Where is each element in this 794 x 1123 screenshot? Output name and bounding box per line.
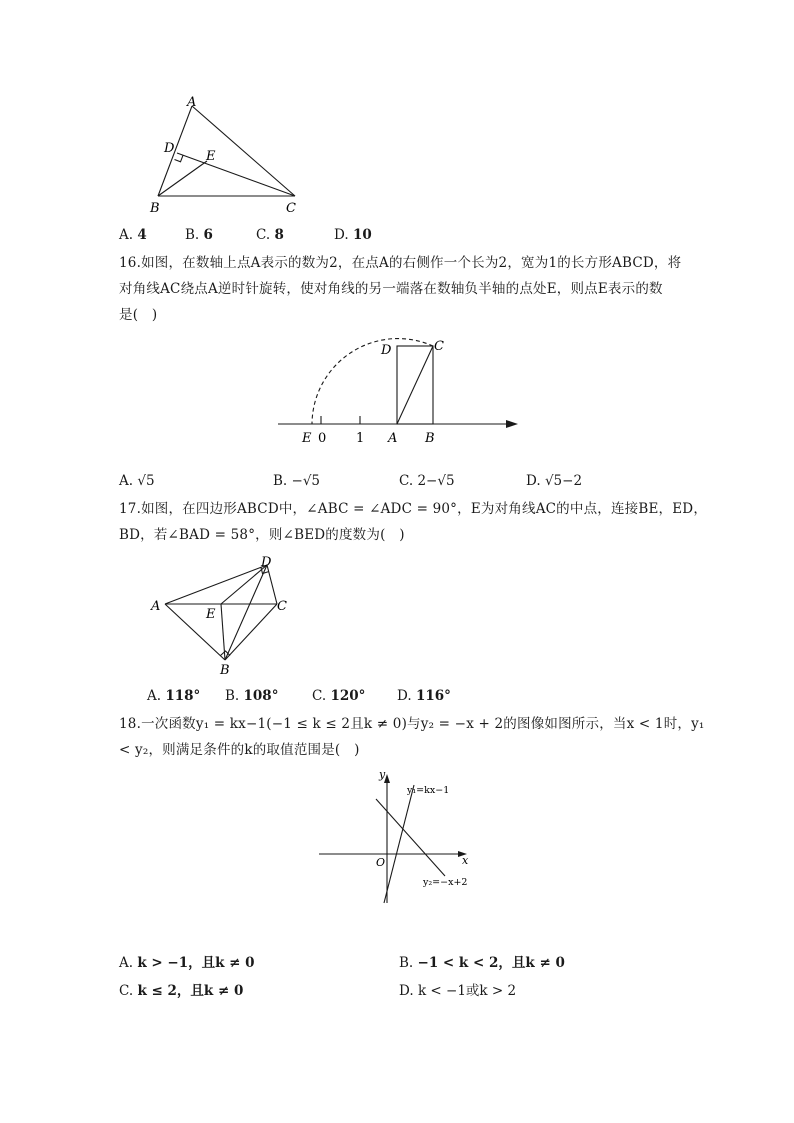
- q16-label-1: 1: [356, 431, 365, 446]
- q15-label-b: B: [150, 201, 160, 216]
- q18-label-y: y: [379, 768, 386, 781]
- q16-option-d[interactable]: D. √5−2: [526, 473, 583, 489]
- q17-option-d[interactable]: D. 116°: [397, 688, 451, 704]
- q16-label-d: D: [381, 343, 392, 358]
- q17-line-1: 17.如图，在四边形ABCD中，∠ABC = ∠ADC = 90°，E为对角线AC的中点，连接BE，ED，: [119, 501, 708, 517]
- q18-line-2: < y₂，则满足条件的k的取值范围是( ): [119, 742, 360, 758]
- q18-label-origin: O: [376, 856, 386, 869]
- q18-stem: [119, 711, 705, 763]
- q18-option-b[interactable]: B. −1 < k < 2，且k ≠ 0: [399, 955, 565, 971]
- q15-option-b[interactable]: B. 6: [185, 227, 213, 243]
- q17-label-b: B: [220, 663, 230, 678]
- q17-label-c: C: [277, 599, 287, 614]
- q18-label-x: x: [462, 854, 469, 867]
- q18-line-1: 18.一次函数y₁ = kx−1(−1 ≤ k ≤ 2且k ≠ 0)与y₂ = −x + 2的图像如图所示，当x < 1时，y₁: [119, 716, 705, 732]
- q16-label-a: A: [388, 431, 398, 446]
- q17-option-b[interactable]: B. 108°: [225, 688, 279, 704]
- q15-option-d[interactable]: D. 10: [334, 227, 372, 243]
- q18-option-d[interactable]: D. k < −1或k > 2: [399, 983, 517, 999]
- q15-option-a[interactable]: A. 4: [119, 227, 147, 243]
- q15-label-c: C: [286, 201, 296, 216]
- q16-label-b: B: [425, 431, 435, 446]
- q15-figure: [140, 95, 320, 220]
- q17-label-d: D: [261, 555, 272, 570]
- q16-option-c[interactable]: C. 2−√5: [399, 473, 455, 489]
- q16-line-1: 16.如图，在数轴上点A表示的数为2，在点A的右侧作一个长为2，宽为1的长方形ABCD，将: [119, 255, 682, 271]
- q17-label-a: A: [151, 599, 161, 614]
- q16-number-line-figure: [270, 330, 530, 450]
- q16-line-3: 是( ): [119, 307, 158, 323]
- q16-label-e: E: [302, 431, 312, 446]
- q16-label-c: C: [434, 339, 444, 354]
- q18-option-a[interactable]: A. k > −1，且k ≠ 0: [119, 955, 255, 971]
- q17-option-c[interactable]: C. 120°: [312, 688, 366, 704]
- q15-label-d: D: [164, 141, 175, 156]
- q16-option-b[interactable]: B. −√5: [273, 473, 321, 489]
- q17-stem: [119, 496, 708, 548]
- q16-stem: [119, 250, 689, 328]
- q17-option-a[interactable]: A. 118°: [147, 688, 201, 704]
- q18-option-c[interactable]: C. k ≤ 2，且k ≠ 0: [119, 983, 244, 999]
- q18-graph-figure: [315, 765, 480, 910]
- q17-line-2: BD，若∠BAD = 58°，则∠BED的度数为( ): [119, 527, 405, 543]
- q16-option-a[interactable]: A. √5: [119, 473, 155, 489]
- q17-label-e: E: [206, 607, 216, 622]
- q15-option-c[interactable]: C. 8: [256, 227, 284, 243]
- q16-label-0: 0: [318, 431, 327, 446]
- q16-line-2: 对角线AC绕点A逆时针旋转，使对角线的另一端落在数轴负半轴的点处E，则点E表示的数: [119, 281, 663, 297]
- q15-label-e: E: [206, 149, 216, 164]
- q15-label-a: A: [187, 95, 197, 110]
- q18-label-line1: y₁=kx−1: [407, 785, 450, 796]
- q18-label-line2: y₂=−x+2: [423, 877, 468, 888]
- q17-quadrilateral-figure: [145, 552, 305, 682]
